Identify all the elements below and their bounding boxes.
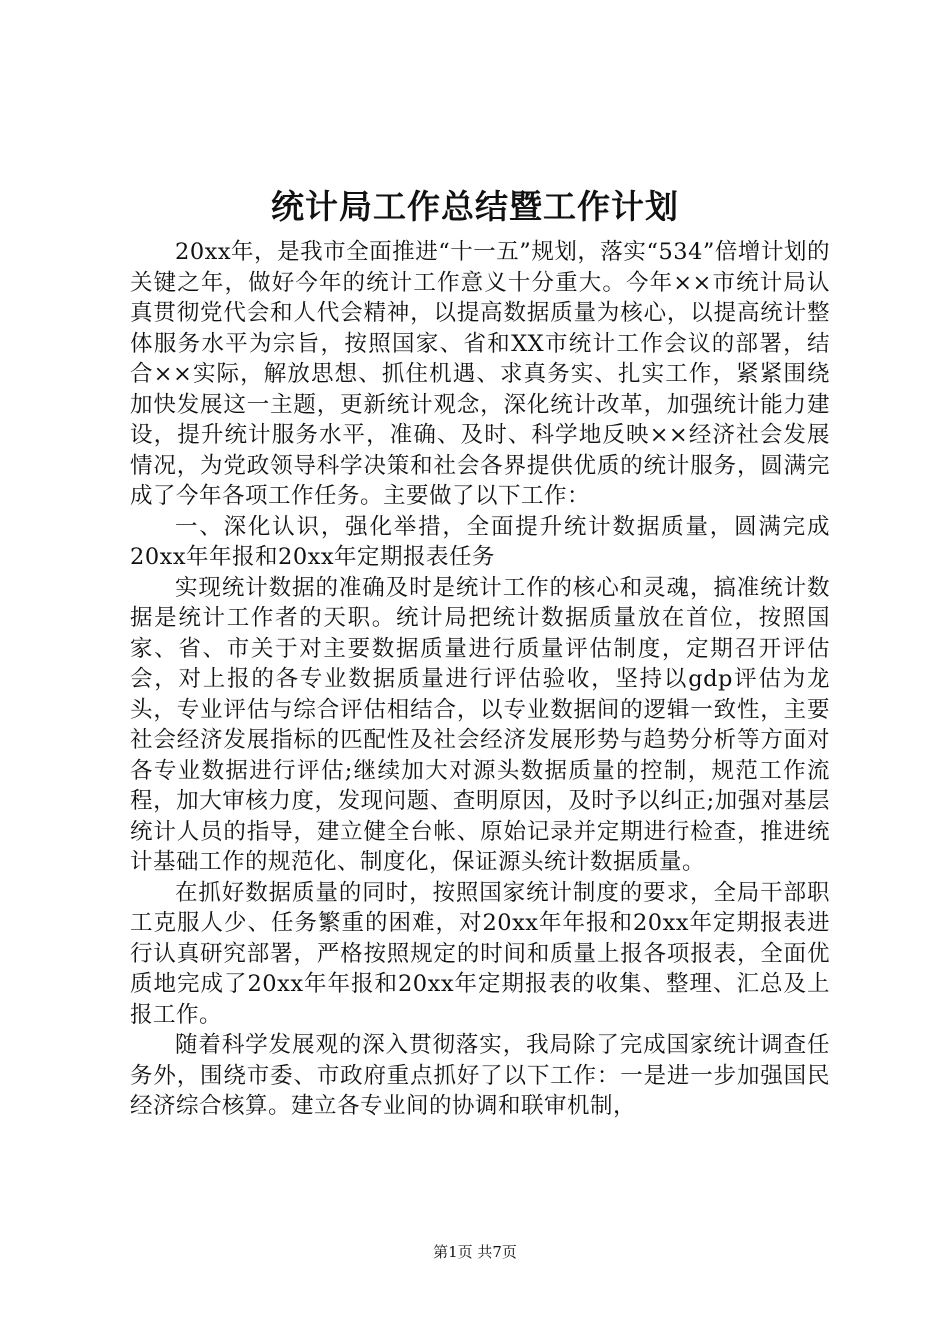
document-body xyxy=(130,237,830,1122)
paragraph-key-work: 随着科学发展观的深入贯彻落实，我局除了完成国家统计调查任务外，围绕市委、市政府重点抓好了以下工作：一是进一步加强国民经济综合核算。建立各专业间的协调和联审机制， xyxy=(130,1032,830,1119)
paragraph-data-quality: 实现统计数据的准确及时是统计工作的核心和灵魂，搞准统计数据是统计工作者的天职。统计局把统计数据质量放在首位，按照国家、省、市关于对主要数据质量进行质量评估制度，定期召开评估会，对上报的各专业数据质量进行评估验收，坚持以gdp评估为龙头，专业评估与综合评估相结合，以专业数据间的逻辑一致性，主要社会经济发展指标的匹配性及社会经济发展形势与趋势分析等方面对各专业数据进行评估;继续加大对源头数据质量的控制，规范工作流程，加大审核力度，发现问题、查明原因，及时予以纠正;加强对基层统计人员的指导，建立健全台帐、原始记录并定期进行检查，推进统计基础工作的规范化、制度化，保证源头统计数据质量。 xyxy=(130,574,830,875)
paragraph-intro: 20xx年，是我市全面推进“十一五”规划，落实“534”倍增计划的关键之年，做好今年的统计工作意义十分重大。今年××市统计局认真贯彻党代会和人代会精神，以提高数据质量为核心，以提高统计整体服务水平为宗旨，按照国家、省和XX市统计工作会议的部署，结合××实际，解放思想、抓住机遇、求真务实、扎实工作，紧紧围绕加快发展这一主题，更新统计观念，深化统计改革，加强统计能力建设，提升统计服务水平，准确、及时、科学地反映××经济社会发展情况，为党政领导科学决策和社会各界提供优质的统计服务，圆满完成了今年各项工作任务。主要做了以下工作： xyxy=(130,239,830,509)
document-title: 统计局工作总结暨工作计划 xyxy=(271,187,679,226)
section-heading-1: 一、深化认识，强化举措，全面提升统计数据质量，圆满完成20xx年年报和20xx年定期报表任务 xyxy=(130,513,830,570)
page-footer: 第1页 共7页 xyxy=(433,1243,517,1261)
paragraph-reports: 在抓好数据质量的同时，按照国家统计制度的要求，全局干部职工克服人少、任务繁重的困难，对20xx年年报和20xx年定期报表进行认真研究部署，严格按照规定的时间和质量上报各项报表，全面优质地完成了20xx年年报和20xx年定期报表的收集、整理、汇总及上报工作。 xyxy=(130,879,830,1028)
